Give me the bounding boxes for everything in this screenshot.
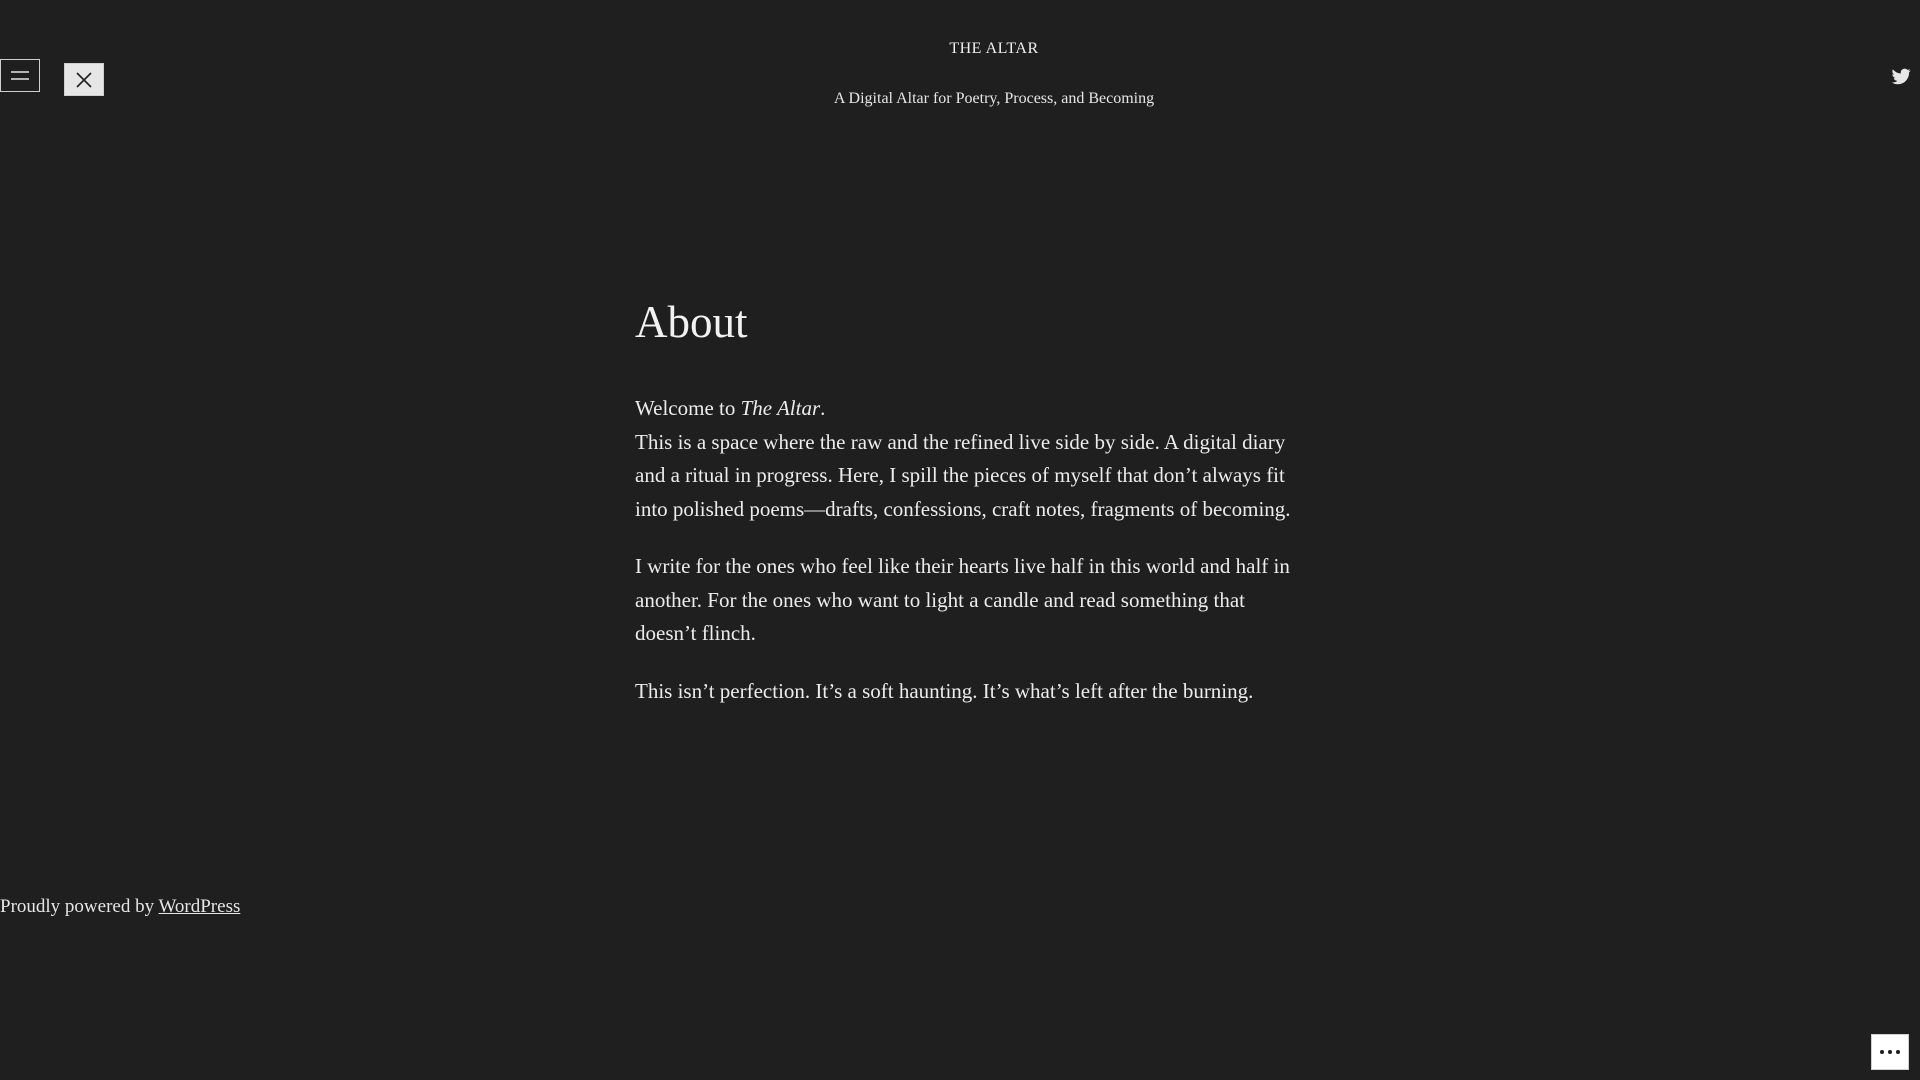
intro-paragraph — [635, 392, 1295, 526]
page-content — [635, 290, 1295, 708]
page-title: About — [635, 297, 748, 347]
site-title[interactable]: THE ALTAR — [949, 40, 1039, 57]
menu-button[interactable] — [0, 59, 40, 92]
twitter-icon[interactable] — [1890, 65, 1912, 87]
intro-text: This is a space where the raw and the refined live side by side. A digital diary and a ritual in progress. Here, I spill the pieces of myself that don’t always fit into polished poems—drafts, confessions, craft notes, fragments of becoming. — [635, 429, 1291, 521]
paragraph-3: This isn’t perfection. It’s a soft haunting. It’s what’s left after the burning. — [635, 678, 1254, 703]
more-options-button[interactable] — [1871, 1034, 1909, 1070]
site-tagline: A Digital Altar for Poetry, Process, and Becoming — [833, 90, 1155, 107]
welcome-title: The Altar — [740, 396, 821, 420]
hamburger-icon — [11, 71, 29, 81]
welcome-suffix: . — [820, 396, 826, 420]
close-icon — [76, 72, 92, 88]
footer-credit — [0, 896, 240, 918]
paragraph-2: I write for the ones who feel like their hearts live half in this world and half in another. For the ones who want to light a candle and read something that doesn’t flinch. — [635, 554, 1290, 645]
wordpress-link[interactable]: WordPress — [158, 896, 241, 917]
welcome-prefix: Welcome to — [635, 396, 741, 420]
more-horizontal-icon — [1880, 1050, 1900, 1054]
footer-prefix: Proudly powered by — [0, 896, 159, 917]
